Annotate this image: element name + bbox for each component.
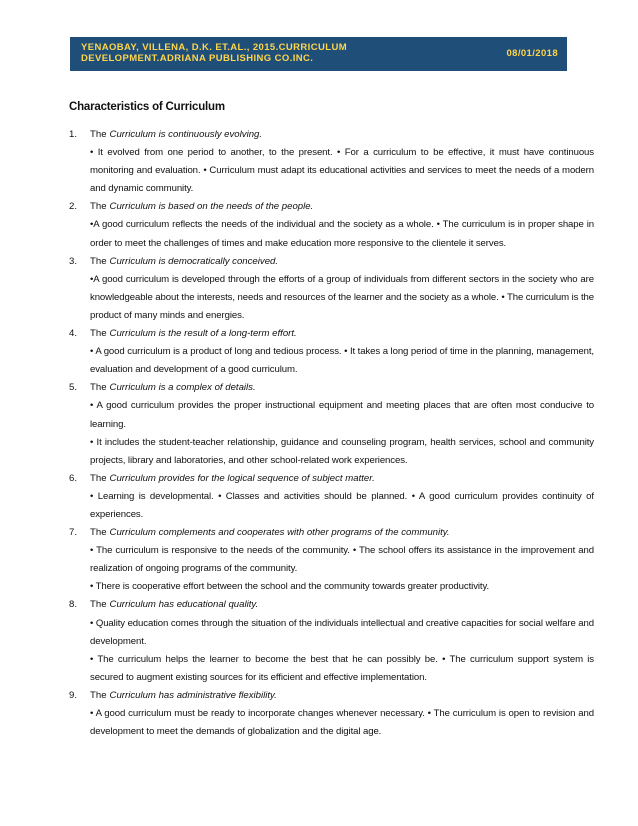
item-lead: The [90,328,107,340]
item-heading [69,470,594,488]
citation-text: YENAOBAY, VILLENA, D.K. ET.AL., 2015.CURRICULUM DEVELOPMENT.ADRIANA PUBLISHING CO.INC. [81,42,348,64]
item-title: Curriculum is a complex of details. [109,382,256,394]
list-item [69,325,594,379]
item-lead: The [90,527,107,539]
section-title: Characteristics of Curriculum [69,101,225,113]
item-paragraph: • The curriculum helps the learner to become the best that he can possibly be. • The curriculum support system is secured to augment existing sources for its efficient and effective implementation. [90,653,594,683]
item-title: Curriculum is based on the needs of the people. [109,201,314,213]
item-lead: The [90,382,107,394]
item-paragraph: • A good curriculum must be ready to incorporate changes whenever necessary. • The curriculum is open to revision and development to meet the demands of globalization and the digital age. [90,708,594,738]
list-item [69,198,594,252]
item-heading [69,687,594,705]
list-item [69,596,594,686]
list-item [69,470,594,524]
item-number: 7. [69,527,78,539]
item-heading [69,524,594,542]
item-paragraph: • The curriculum is responsive to the needs of the community. • The school offers its assistance in the improvement and realization of ongoing programs of the community. [90,545,594,575]
item-title: Curriculum has educational quality. [109,599,259,611]
item-paragraph: •A good curriculum reflects the needs of the individual and the society as a whole. • The curriculum is in proper shape in order to meet the challenges of times and make education more responsive to the clientele it serves. [90,219,594,249]
item-lead: The [90,255,107,267]
item-paragraph: • It evolved from one period to another, to the present. • For a curriculum to be effective, it must have continuous monitoring and evaluation. • Curriculum must adapt its educational activities and services to meet the needs of a modern and dynamic community. [90,147,594,195]
item-paragraph: • Learning is developmental. • Classes and activities should be planned. • A good curriculum provides continuity of experiences. [90,490,594,520]
list-item [69,253,594,325]
list-item [69,687,594,741]
item-paragraph: • A good curriculum is a product of long and tedious process. • It takes a long period of time in the planning, management, evaluation and development of a good curriculum. [90,346,594,376]
header-banner [70,37,567,71]
item-heading [69,126,594,144]
list-item [69,379,594,469]
item-title: Curriculum provides for the logical sequence of subject matter. [109,472,375,484]
date-text: 08/01/2018 [506,48,558,59]
item-title: Curriculum has administrative flexibility. [109,689,277,701]
characteristics-list [69,126,594,741]
item-title: Curriculum is continuously evolving. [109,129,263,140]
item-heading [69,325,594,343]
item-lead: The [90,689,107,701]
item-paragraph: • It includes the student-teacher relationship, guidance and counseling program, health services, school and community projects, library and laboratories, and other school-related work experiences. [90,436,594,466]
item-paragraph: • A good curriculum provides the proper instructional equipment and meeting places that are often most conducive to learning. [90,400,594,430]
item-heading [69,198,594,216]
item-number: 4. [69,328,78,340]
item-heading [69,379,594,397]
item-lead: The [90,472,107,484]
list-item [69,524,594,596]
item-number: 3. [69,255,78,267]
item-lead: The [90,129,107,140]
item-number: 8. [69,599,78,611]
item-paragraph: • There is cooperative effort between the school and the community towards greater productivity. [90,581,490,593]
item-number: 9. [69,689,78,701]
item-paragraph: •A good curriculum is developed through the efforts of a group of individuals from different sectors in the society who are knowledgeable about the interests, needs and resources of the learner and the society as a whole. • The curriculum is the product of many minds and energies. [90,273,594,321]
item-title: Curriculum is the result of a long-term effort. [109,328,297,340]
item-title: Curriculum complements and cooperates with other programs of the community. [109,527,450,539]
item-number: 1. [69,129,78,140]
item-title: Curriculum is democratically conceived. [109,255,279,267]
item-lead: The [90,201,107,213]
item-heading [69,596,594,614]
item-number: 6. [69,472,78,484]
item-lead: The [90,599,107,611]
item-number: 2. [69,201,78,213]
item-heading [69,253,594,271]
item-paragraph: • Quality education comes through the situation of the individuals intellectual and creative capacities for social welfare and development. [90,617,594,647]
list-item [69,126,594,198]
item-number: 5. [69,382,78,394]
